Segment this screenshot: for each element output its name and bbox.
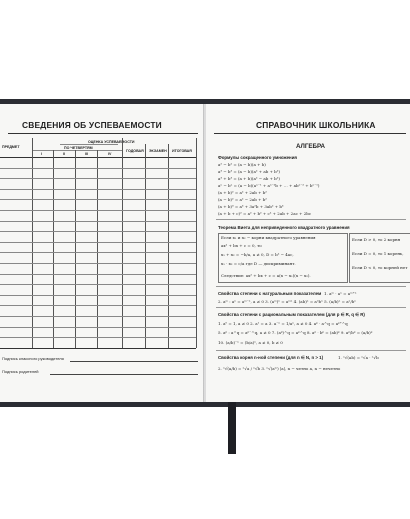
table-row[interactable] [0, 221, 196, 222]
table-row[interactable] [0, 284, 196, 285]
title-underline [8, 133, 198, 134]
column-divider [53, 150, 54, 348]
teacher-signature-line[interactable] [70, 361, 198, 362]
parents-signature-label: Подпись родителей [2, 369, 39, 374]
header-rule [0, 157, 196, 158]
title-underline [214, 133, 406, 134]
quarter-3-header: III [85, 152, 88, 156]
col-grades-header: ОЦЕНКА УСПЕВАЕМОСТИ [88, 140, 135, 144]
table-row[interactable] [0, 231, 196, 232]
left-page [0, 104, 204, 402]
divider [216, 350, 406, 351]
formula-line: x₁ · x₂ = c/a где D — дискриминант. [221, 261, 296, 266]
table-row[interactable] [0, 274, 196, 275]
formula-line: 2. ⁿ√(a/b) = ⁿ√a / ⁿ√b 3. ⁿ√(aᵐ) |a|, n − четно a, n − нечетно [218, 366, 341, 371]
quarter-2-header: II [63, 152, 65, 156]
column-divider [97, 150, 98, 348]
formula-line: x₁ + x₂ = −b/a, a ≠ 0, D = b² − 4ac, [221, 252, 294, 257]
section-title: Формулы сокращенного умножения [218, 155, 297, 160]
col-year-header: ГОДОВАЯ [126, 149, 144, 153]
column-divider [196, 138, 197, 348]
table-row[interactable] [0, 242, 196, 243]
formula-line: (a − b)² = a² − 2ab + b² [218, 197, 267, 202]
table-row[interactable] [0, 305, 196, 306]
page-title: СВЕДЕНИЯ ОБ УСПЕВАЕМОСТИ [22, 120, 162, 130]
table-row[interactable] [0, 178, 196, 179]
divider [216, 307, 406, 308]
quarter-4-header: IV [108, 152, 112, 156]
teacher-signature-label: Подпись классного руководителя [2, 356, 64, 361]
formula-line: ax² + bx + c = 0, то [221, 243, 262, 248]
quarter-1-header: I [41, 152, 42, 156]
formula-line: 10. (a/b)⁻ⁿ = (b/a)ⁿ, a ≠ 0, b ≠ 0 [218, 340, 283, 345]
section-title: Теорема Виета для неприведенного квадратного уравнения [218, 225, 350, 230]
formula-line: Если D > 0, то 2 корня [352, 237, 401, 242]
header-rule [60, 144, 118, 145]
col-subject-header: ПРЕДМЕТ [2, 145, 20, 149]
section-title: Свойства степени с натуральным показателем [218, 291, 322, 296]
table-row[interactable] [0, 316, 196, 317]
section-title: Свойства корня n-ной степени (для n ∈ N, n > 1) [218, 355, 324, 360]
col-final-header: ИТОГОВАЯ [172, 149, 192, 153]
parents-signature-line[interactable] [50, 374, 198, 375]
table-row[interactable] [0, 189, 196, 190]
table-row[interactable] [0, 210, 196, 211]
table-row[interactable] [0, 252, 196, 253]
section-subtitle: АЛГЕБРА [296, 143, 326, 150]
section-title: Свойства степени с рациональным показателем (для p ∈ R, q ∈ R) [218, 312, 365, 317]
formula-line: (a + b)³ = a³ + 3a²b + 3ab² + b³ [218, 204, 284, 209]
bookmark-ribbon [228, 398, 236, 454]
header-rule [32, 150, 122, 151]
right-page [206, 104, 410, 402]
col-exam-header: ЭКЗАМЕН [149, 149, 167, 153]
divider [216, 219, 406, 220]
table-row[interactable] [0, 337, 196, 338]
table-row[interactable] [0, 327, 196, 328]
page-title: СПРАВОЧНИК ШКОЛЬНИКА [256, 120, 376, 130]
col-quarters-header: ПО ЧЕТВЕРТЯМ [64, 146, 93, 150]
formula-line: (a + b)² = a² + 2ab + b² [218, 190, 267, 195]
formula-line: aⁿ − bⁿ = (a − b)(aⁿ⁻¹ + aⁿ⁻²b + … + abⁿ⁻² + bⁿ⁻¹) [218, 183, 320, 188]
table-row[interactable] [0, 295, 196, 296]
formula-line: a³ + b³ = (a + b)(a² − ab + b²) [218, 176, 280, 181]
formula-line: Если D < 0, то корней нет [352, 265, 408, 270]
formula-line: Если x₁ и x₂ − корни квадратного уравнения [221, 235, 316, 240]
column-divider [168, 144, 169, 348]
formula-line: Следствие: ax² + bx + c = a(x − x₁)(x − x₂). [221, 273, 311, 278]
formula-line: Если D = 0, то 1 корень, [352, 251, 404, 256]
column-divider [145, 144, 146, 348]
formula-line: a³ − b³ = (a − b)(a² + ab + b²) [218, 169, 280, 174]
formula-line: 1. a⁰ = 1, a ≠ 0 2. a¹ = a 3. a⁻ⁿ = 1/aⁿ, a ≠ 0 4. aᵖ · a^q = aᵖ⁺^q [218, 321, 348, 326]
formula-line: 5. aᵖ : a^q = aᵖ⁻^q, a ≠ 0 7. (aᵖ)^q = aᵖ^q 8. aᵖ · bᵖ = (ab)ᵖ 9. aᵖ/bᵖ = (a/b)ᵖ [218, 330, 373, 335]
table-bottom-rule [0, 348, 196, 349]
formula-line: 2. aᵐ : aⁿ = aᵐ⁻ⁿ, a ≠ 0 3. (aᵐ)ⁿ = aᵐⁿ 4. (ab)ⁿ = aⁿbⁿ 5. (a/b)ⁿ = aⁿ/bⁿ [218, 299, 356, 304]
formula-line: 1. ⁿ√(ab) = ⁿ√a · ⁿ√b [338, 355, 379, 360]
table-row[interactable] [0, 263, 196, 264]
column-divider [75, 150, 76, 348]
table-row[interactable] [0, 168, 196, 169]
table-row[interactable] [0, 199, 196, 200]
formula-line: 1. aᵐ · aⁿ = aᵐ⁺ⁿ [324, 291, 357, 296]
divider [216, 286, 406, 287]
formula-line: (a + b + c)² = a² + b² + c² + 2ab + 2ac + 2bc [218, 211, 312, 216]
formula-line: a² − b² = (a − b)(a + b) [218, 162, 266, 167]
